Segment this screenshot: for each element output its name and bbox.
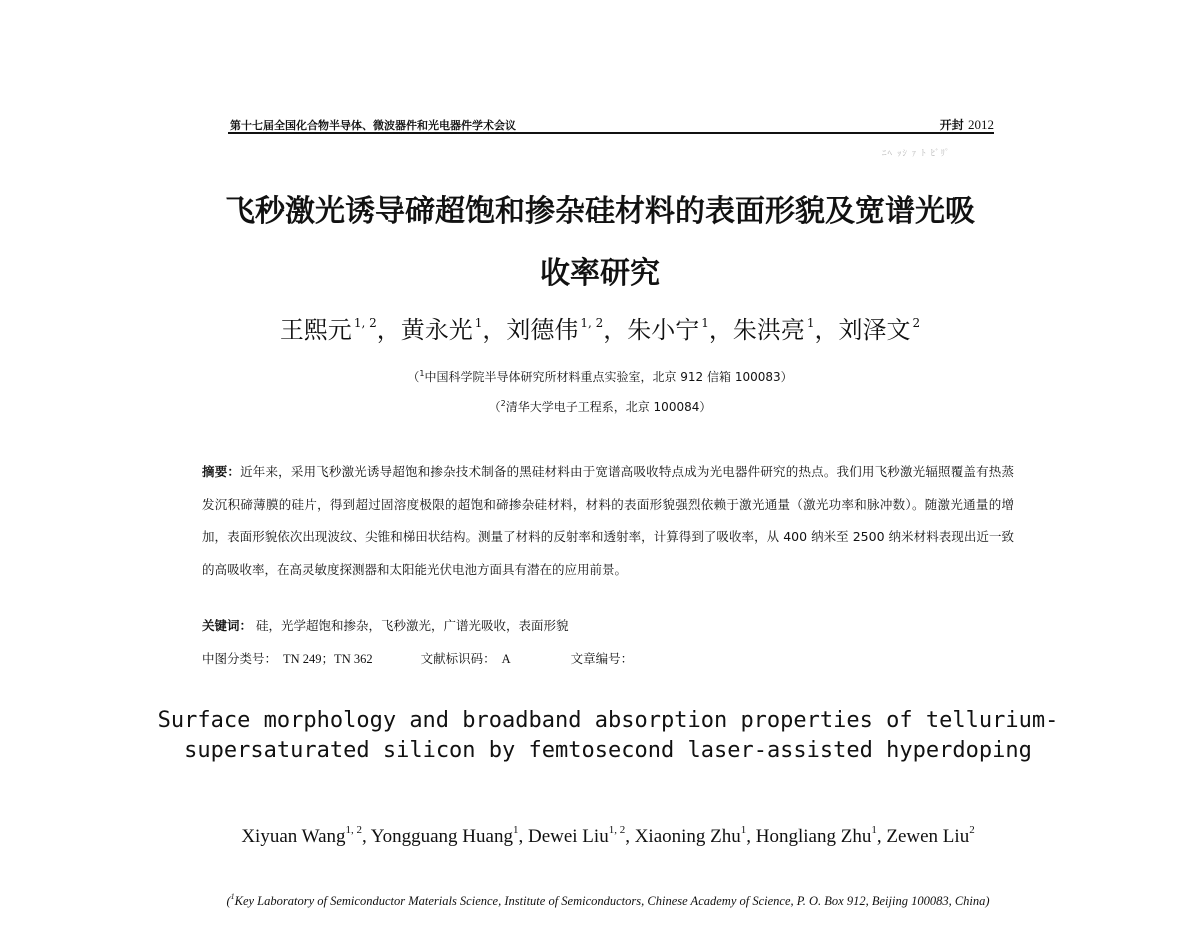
chinese-title-line-2: 收率研究: [540, 256, 660, 291]
abstract-text: 近年来，采用飞秒激光诱导超饱和掺杂技术制备的黑硅材料由于宽谱高吸收特点成为光电器件研究的热点。我们用飞秒激光辐照覆盖有热蒸发沉积碲薄膜的硅片，得到超过固溶度极限的超饱和碲掺杂硅材料，材料的表面形貌强烈依赖于激光通量（激光功率和脉冲数）。随激光通量的增加，表面形貌依次出现波纹、尖锥和梯田状结构。测量了材料的反射率和透射率，计算得到了吸收率，从 400 纳米至 2500 纳米材料表现出近一致的高吸收率，在高灵敏度探测器和太阳能光伏电池方面具有潜在的应用前景。: [202, 464, 1014, 577]
keywords-label: 关键词：: [202, 618, 253, 633]
clc-number: 中图分类号： TN 249；TN 362: [202, 651, 373, 666]
conference-location: 开封: [939, 118, 964, 132]
cn-author: 朱小宁 $^1$，: [627, 316, 733, 344]
en-author: Zewen Liu$^2$: [886, 824, 975, 847]
classification-line: [202, 649, 1014, 667]
header-rule: [228, 132, 994, 134]
chinese-authors: [150, 310, 1050, 345]
chinese-keywords: [202, 616, 1014, 634]
en-author: Yongguang Huang$^1$,: [370, 824, 528, 847]
conference-year: 2012: [968, 117, 994, 132]
abstract-label: 摘要：: [202, 464, 241, 479]
cn-author: 朱洪亮 $^1$，: [732, 316, 839, 344]
chinese-abstract: [202, 456, 1014, 586]
conference-name: 第十七届全国化合物半导体、微波器件和光电器件学术会议: [230, 119, 516, 132]
en-author: Xiaoning Zhu$^1$,: [634, 824, 756, 847]
en-author: Dewei Liu$^{1, 2}$,: [527, 824, 635, 847]
english-title: Surface morphology and broadband absorption properties of tellurium-supersaturated silicon by femtosecond laser-assisted hyperdoping: [157, 708, 1059, 763]
chinese-affiliation-2: （$^2$清华大学电子工程系，北京 100084）: [488, 399, 712, 414]
chinese-affiliation-1: （$^1$中国科学院半导体研究所材料重点实验室，北京 912 信箱 100083）: [407, 369, 793, 384]
english-affiliation: ($^1$Key Laboratory of Semiconductor Materials Science, Institute of Semiconductors, Chinese Academy of Science, P. O. Box 912, Beijing 100083, China): [226, 892, 990, 908]
cn-author: 王熙元 $^{1, 2}$，: [279, 316, 401, 344]
location-year: [940, 116, 994, 133]
keywords-text: 硅，光学超饱和掺杂，飞秒激光，广谱光吸收，表面形貌: [256, 618, 569, 633]
cn-author: 刘德伟 $^{1, 2}$，: [506, 316, 628, 344]
en-author: Xiyuan Wang$^{1, 2}$,: [241, 824, 371, 847]
document-code: 文献标识码： A: [420, 651, 511, 666]
running-header: [230, 116, 994, 133]
header-scan-noise: ﾆﾍ ｯｼ ｧ ﾄ ﾋﾞﾘﾟ: [882, 149, 951, 159]
article-number: 文章编号：: [570, 651, 634, 666]
cn-author: 刘泽文 $^2$: [838, 316, 921, 344]
en-author: Hongliang Zhu$^1$,: [755, 824, 887, 847]
cn-author: 黄永光 $^1$，: [400, 316, 507, 344]
chinese-title-line-1: 飞秒激光诱导碲超饱和掺杂硅材料的表面形貌及宽谱光吸: [225, 194, 975, 229]
english-authors: [200, 816, 1016, 851]
